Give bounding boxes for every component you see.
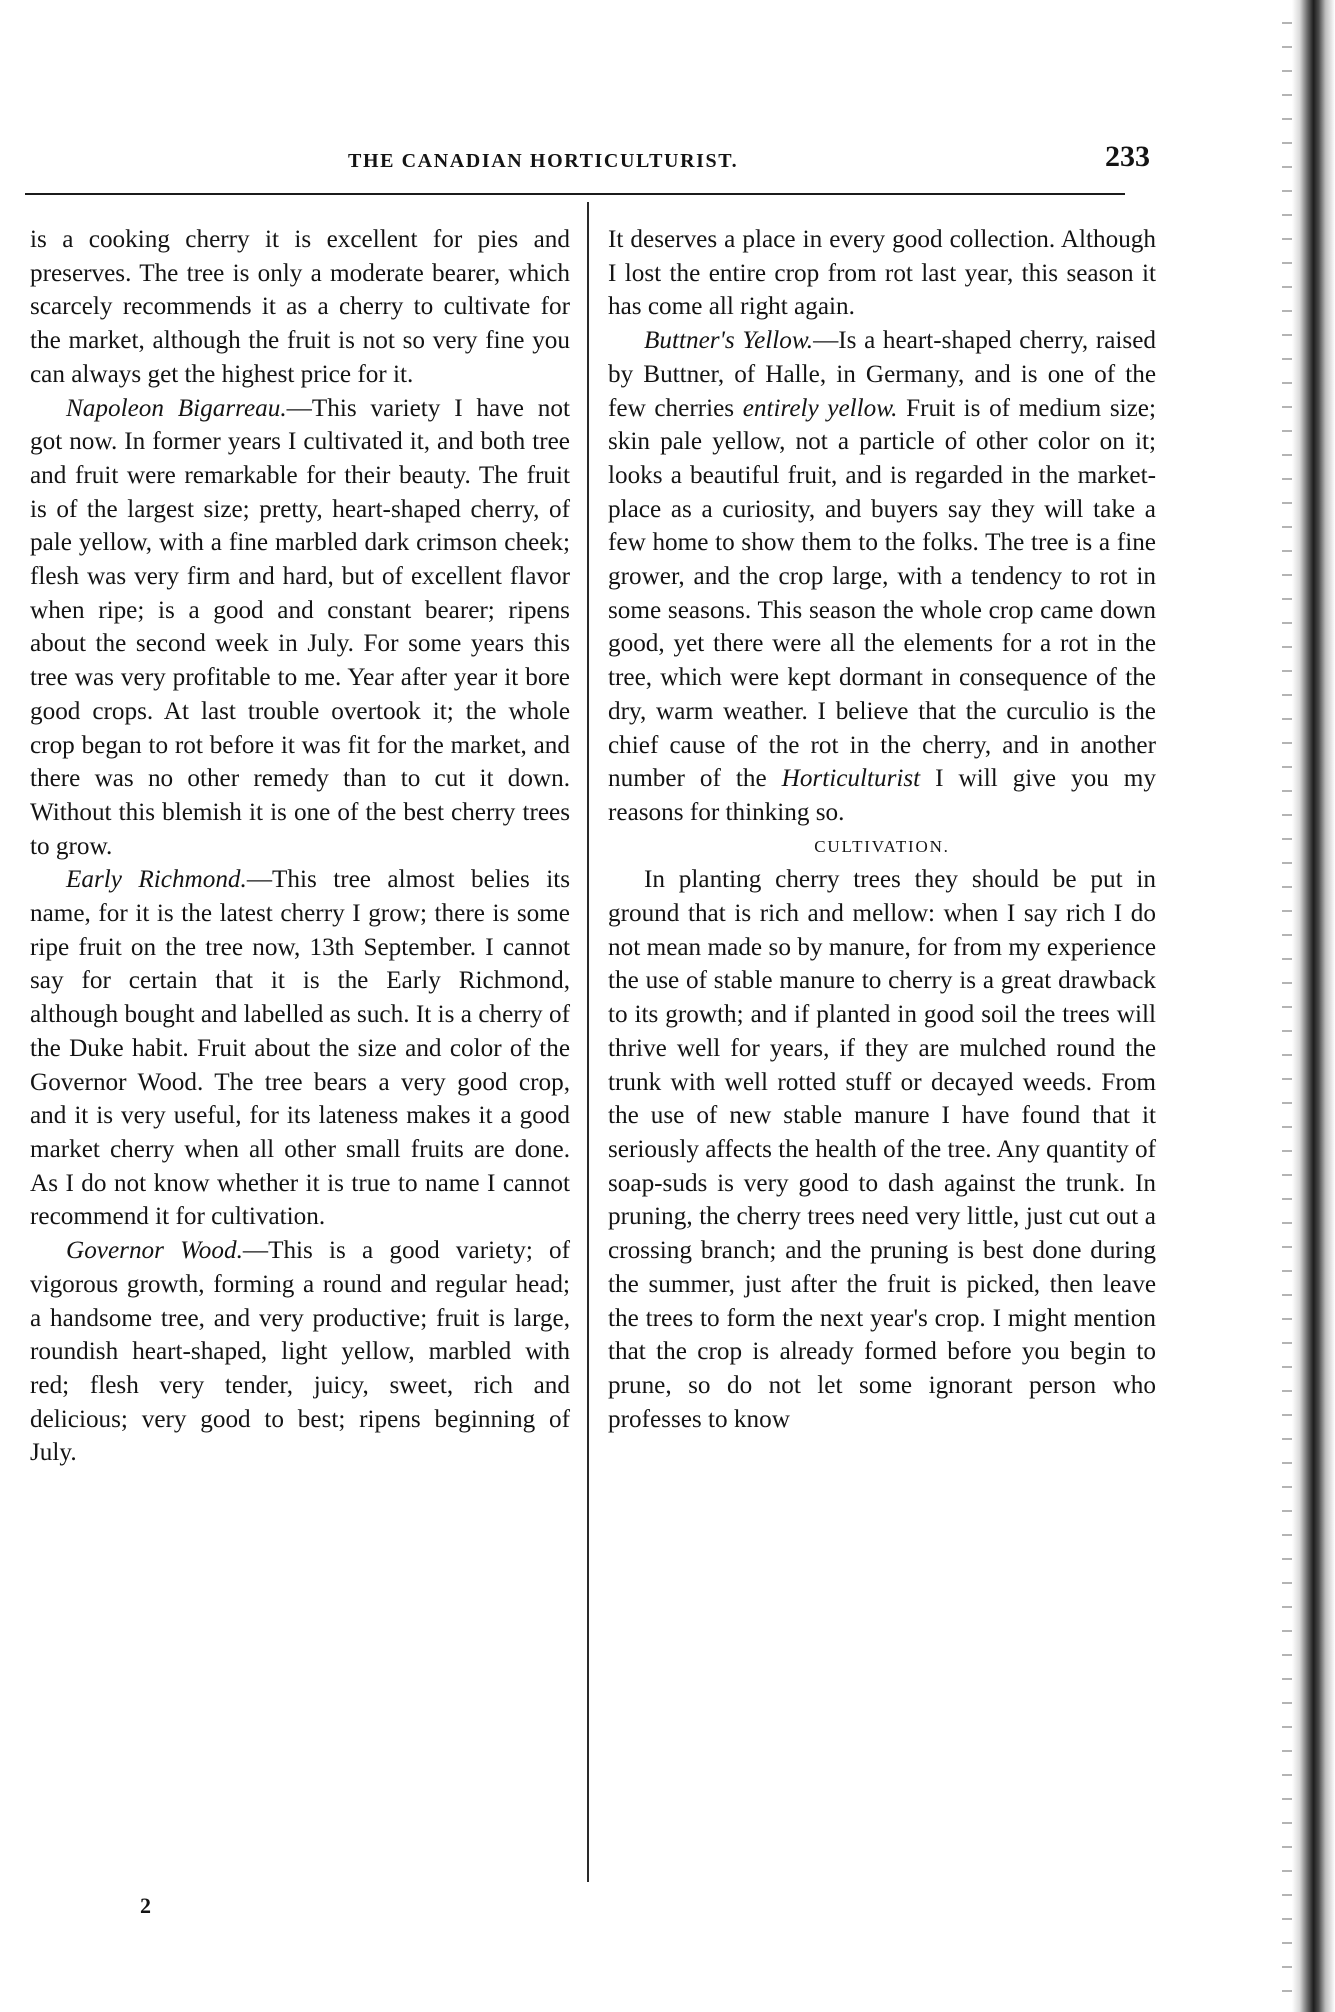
page-header	[30, 138, 1150, 188]
paragraph-text: I will give you my reasons for thinking so.	[608, 765, 1156, 826]
right-column	[608, 223, 1156, 1436]
binding-edge	[1292, 0, 1335, 2012]
signature-mark: 2	[140, 1893, 151, 1918]
paragraph-continuation	[608, 223, 1156, 324]
header-rule	[25, 193, 1125, 195]
page-number: 233	[1105, 140, 1150, 173]
paragraph-text: —This tree almost belies its name, for it is the latest cherry I grow; there is some ripe fruit on the tree now, 13th September. I cannot say for certain that it is the Early Richmond, although bought and labelled as such. It is a cherry of the Duke habit. Fruit about the size and color of the Governor Wood. The tree bears a very good crop, and it is very useful, for its lateness makes it a good market cherry when all other small fruits are done. As I do not know whether it is true to name I cannot recommend it for cultivation.	[30, 866, 570, 1231]
emphasis-text: entirely yellow.	[742, 394, 898, 422]
paragraph-text: —Is a heart-shaped cherry, raised by Buttner, of Halle, in Germany, and is one of the few cherries	[608, 327, 1156, 422]
emphasis-text: Horticulturist	[781, 765, 921, 793]
paragraph-napoleon-bigarreau	[30, 392, 570, 864]
paragraph-continuation	[30, 223, 570, 392]
paragraph-buttners-yellow	[608, 324, 1156, 830]
variety-name: Early Richmond.	[66, 866, 247, 894]
paragraph-early-richmond	[30, 863, 570, 1234]
variety-name: Buttner's Yellow.	[644, 327, 814, 355]
paragraph-text: It deserves a place in every good collection. Although I lost the entire crop from rot last year, this season it has come all right again.	[608, 226, 1156, 321]
binding-shadow	[1282, 0, 1292, 2012]
column-rule	[587, 202, 589, 1882]
variety-name: Napoleon Bigarreau.	[66, 394, 287, 422]
running-title: THE CANADIAN HORTICULTURIST.	[348, 150, 739, 172]
paragraph-cultivation	[608, 863, 1156, 1436]
paragraph-text: In planting cherry trees they should be put in ground that is rich and mellow: when I say rich I do not mean made so by manure, for from my experience the use of stable manure to cherry is a great drawback to its growth; and if planted in good soil the trees will thrive well for years, if they are mulched round the trunk with well rotted stuff or decayed weeds. From the use of new stable manure I have found that it seriously affects the health of the tree. Any quantity of soap-suds is very good to dash against the trunk. In pruning, the cherry trees need very little, just cut out a crossing branch; and the pruning is best done during the summer, just after the fruit is picked, then leave the trees to form the next year's crop. I might mention that the crop is already formed before you begin to prune, so do not let some ignorant person who professes to know	[608, 866, 1156, 1433]
left-column	[30, 223, 570, 1470]
variety-name: Governor Wood.	[66, 1237, 243, 1265]
paragraph-governor-wood	[30, 1234, 570, 1470]
section-heading: CULTIVATION.	[814, 836, 950, 856]
paragraph-text: —This variety I have not got now. In former years I cultivated it, and both tree and fruit were remarkable for their beauty. The fruit is of the largest size; pretty, heart-shaped cherry, of pale yellow, with a fine marbled dark crimson cheek; flesh was very firm and hard, but of excellent flavor when ripe; is a good and constant bearer; ripens about the second week in July. For some years this tree was very profitable to me. Year after year it bore good crops. At last trouble overtook it; the whole crop began to rot before it was fit for the market, and there was no other remedy than to cut it down. Without this blemish it is one of the best cherry trees to grow.	[30, 394, 570, 860]
paragraph-text: is a cooking cherry it is excellent for pies and preserves. The tree is only a moderate bearer, which scarcely recommends it as a cherry to cultivate for the market, although the fruit is not so very fine you can always get the highest price for it.	[30, 226, 570, 388]
paragraph-text: Fruit is of medium size; skin pale yellow, not a particle of other color on it; looks a beautiful fruit, and is regarded in the market-place as a curiosity, and buyers say they will take a few home to show them to the folks. The tree is a fine grower, and the crop large, with a tendency to rot in some seasons. This season the whole crop came down good, yet there were all the elements for a rot in the tree, which were kept dormant in consequence of the dry, warm weather. I believe that the curculio is the chief cause of the rot in the cherry, and in another number of the	[608, 394, 1156, 793]
paragraph-text: —This is a good variety; of vigorous growth, forming a round and regular head; a handsome tree, and very productive; fruit is large, roundish heart-shaped, light yellow, marbled with red; flesh very tender, juicy, sweet, rich and delicious; very good to best; ripens beginning of July.	[30, 1237, 571, 1467]
